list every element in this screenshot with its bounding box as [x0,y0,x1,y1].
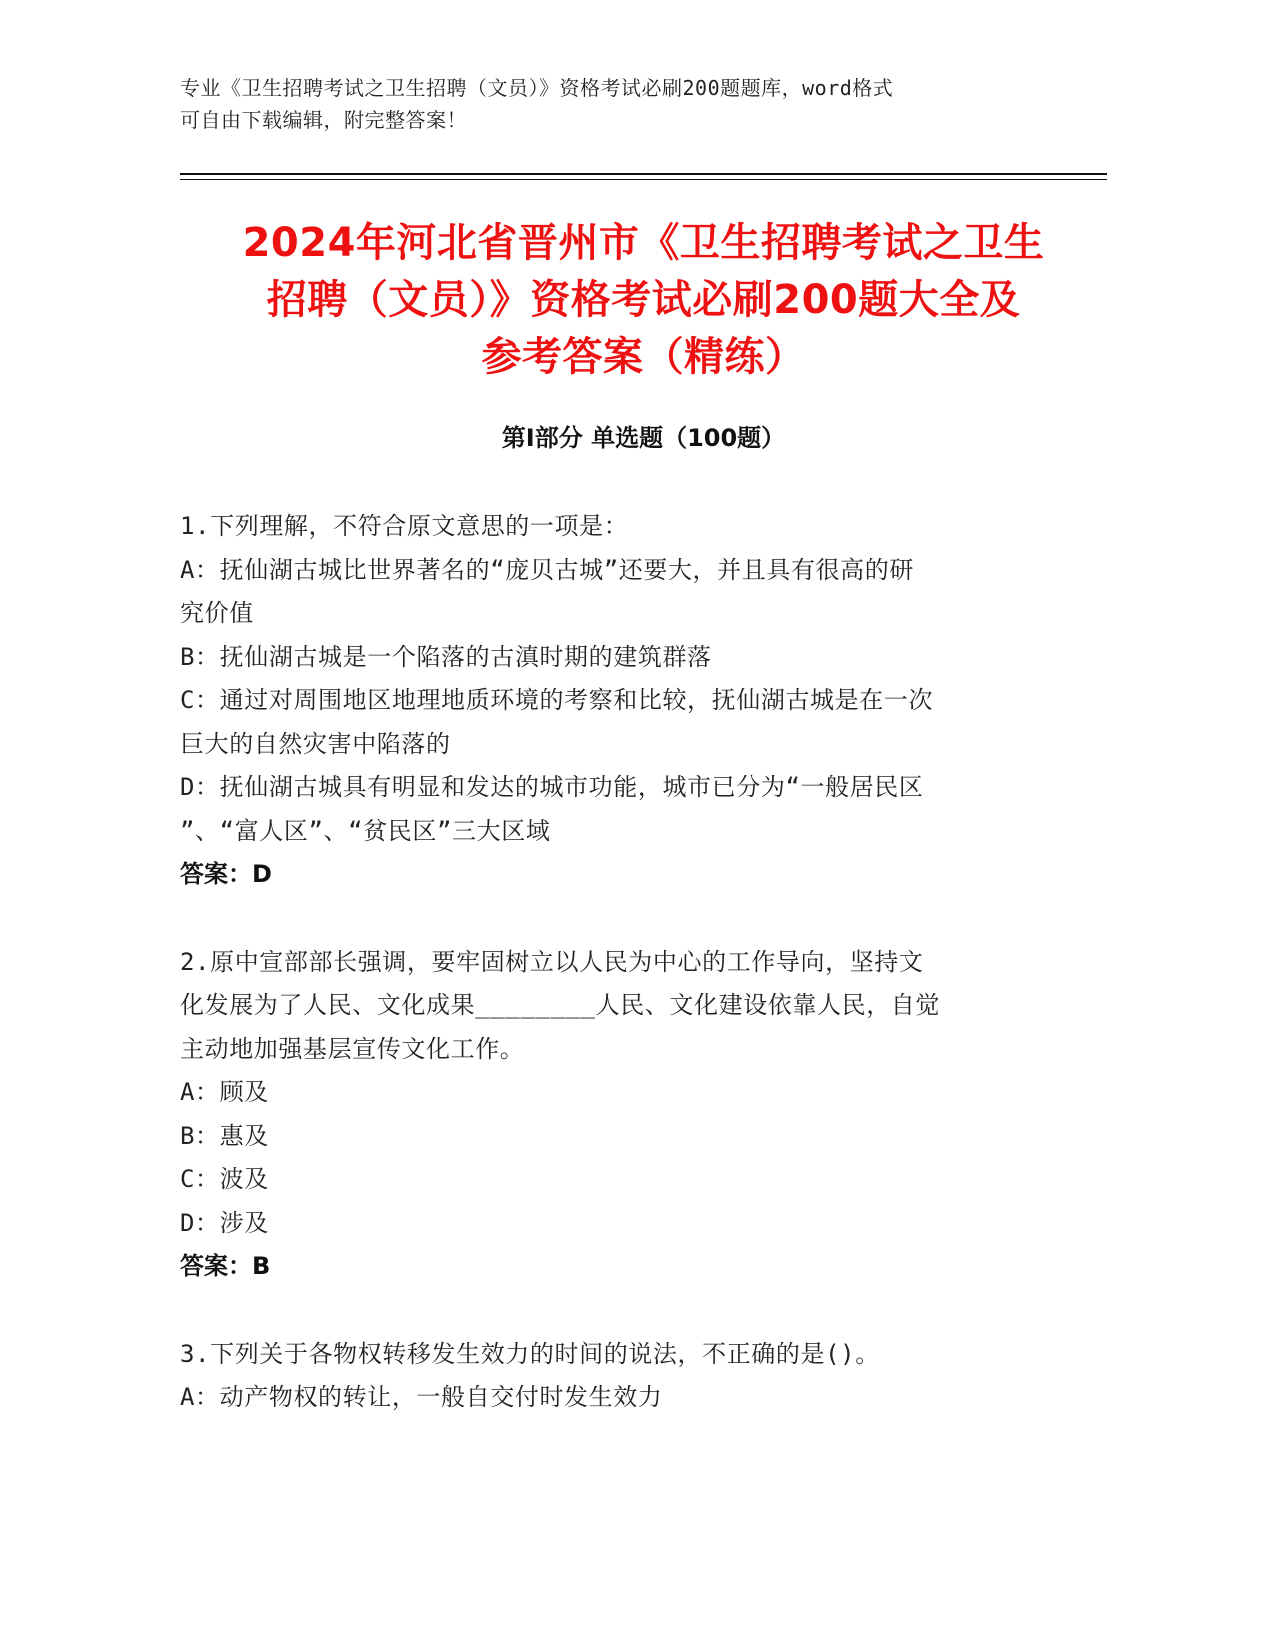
document-title [180,215,1107,386]
title-line: 参考答案（精练） [481,334,806,380]
question-option: 巨大的自然灾害中陷落的 [180,729,451,758]
question-item [180,941,1040,1289]
header-note-line: 可自由下载编辑，附完整答案！ [180,108,467,132]
question-option: D：抚仙湖古城具有明显和发达的城市功能，城市已分为“一般居民区 [180,773,924,801]
question-stem: 主动地加强基层宣传文化工作。 [180,1034,525,1063]
question-option: C：波及 [180,1165,269,1193]
question-option: B：抚仙湖古城是一个陷落的古滇时期的建筑群落 [180,642,712,671]
question-stem: 3.下列关于各物权转移发生效力的时间的说法，不正确的是()。 [180,1339,880,1368]
question-answer: 答案：B [180,1252,271,1280]
header-note [180,72,1060,136]
question-stem: 2.原中宣部部长强调，要牢固树立以人民为中心的工作导向，坚持文 [180,947,924,976]
question-option: A：顾及 [180,1078,269,1106]
question-option: D：涉及 [180,1208,269,1237]
question-answer: 答案：D [180,860,272,888]
question-stem: 1.下列理解，不符合原文意思的一项是： [180,512,629,540]
question-option: A：抚仙湖古城比世界著名的“庞贝古城”还要大，并且具有很高的研 [180,555,914,584]
question-option: B：惠及 [180,1121,269,1150]
title-line: 招聘（文员）》资格考试必刷200题大全及 [266,277,1021,323]
section-heading: 第Ⅰ部分 单选题（100题） [501,424,786,452]
header-divider-thick [180,173,1107,175]
header-note-line: 专业《卫生招聘考试之卫生招聘（文员）》资格考试必刷200题题库，word格式 [180,76,894,100]
header-divider-thin [180,179,1107,180]
question-list [180,505,1040,1464]
question-item [180,505,1040,897]
question-stem: 化发展为了人民、文化成果________人民、文化建设依靠人民，自觉 [180,991,940,1019]
question-option: ”、“富人区”、“贫民区”三大区域 [180,816,551,845]
question-option: 究价值 [180,599,254,627]
question-item [180,1333,1040,1420]
title-line: 2024年河北省晋州市《卫生招聘考试之卫生 [242,220,1045,266]
question-option: C：通过对周围地区地理地质环境的考察和比较，抚仙湖古城是在一次 [180,686,934,714]
question-option: A：动产物权的转让，一般自交付时发生效力 [180,1383,663,1411]
